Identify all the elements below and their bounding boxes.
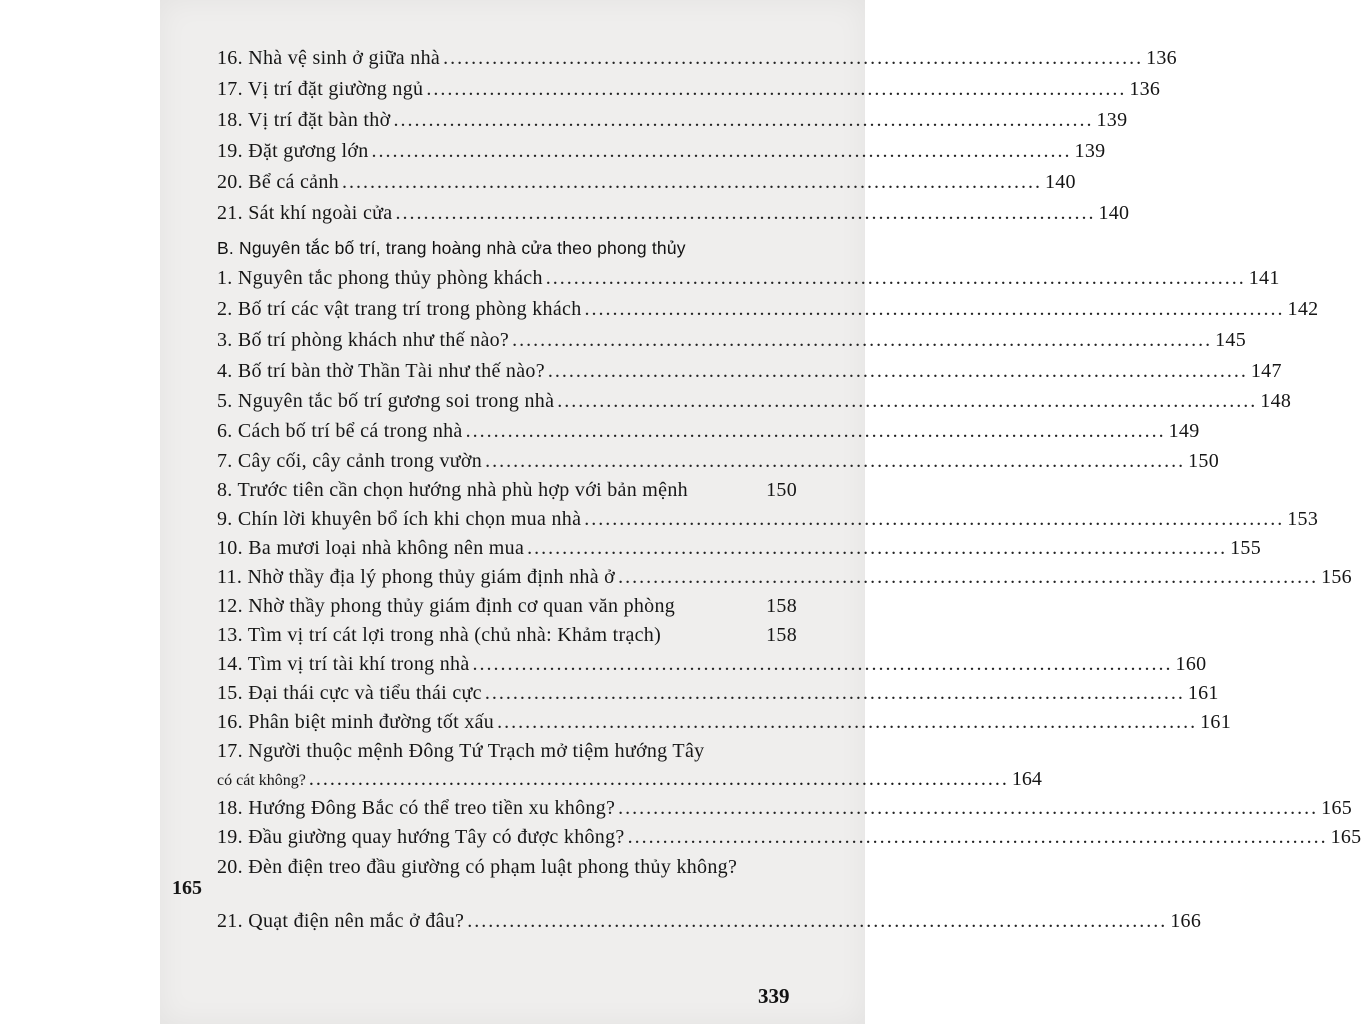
entry-title: 21. Sát khí ngoài cửa	[217, 202, 393, 224]
entry-title: 20. Đèn điện treo đầu giường có phạm luật phong thủy không?	[217, 856, 738, 878]
entry-page: 141	[1248, 267, 1280, 289]
entry-title: 19. Đặt gương lớn	[217, 140, 369, 162]
entry-title: 14. Tìm vị trí tài khí trong nhà	[217, 653, 470, 675]
leader-dots: ....................................................................................................	[467, 910, 1168, 932]
toc-entry	[217, 595, 797, 625]
entry-page: 149	[1168, 420, 1200, 442]
toc-entry	[217, 140, 1106, 170]
entry-title: 12. Nhờ thầy phong thủy giám định cơ quan văn phòng	[217, 595, 676, 617]
entry-page: 136	[1146, 47, 1177, 69]
entry-title: 11. Nhờ thầy địa lý phong thủy giám định nhà ở	[217, 566, 616, 588]
entry-title: 21. Quạt điện nên mắc ở đâu?	[217, 910, 465, 932]
leader-dots: ....................................................................................................	[484, 682, 1185, 704]
leader-dots: ....................................................................................................	[584, 508, 1285, 530]
entry-page: 147	[1250, 360, 1282, 382]
leader-dots: ....................................................................................................	[485, 450, 1186, 472]
toc-entry	[217, 682, 1219, 712]
leader-dots: ....................................................................................................	[527, 537, 1228, 559]
toc-entry	[217, 508, 1319, 538]
book-page	[160, 0, 1361, 1024]
toc-entry	[217, 78, 1161, 108]
entry-title: 5. Nguyên tắc bố trí gương soi trong nhà	[217, 390, 555, 412]
entry-title: 16. Phân biệt minh đường tốt xấu	[217, 711, 495, 733]
leader-dots: ....................................................................................................	[545, 267, 1246, 289]
toc-entry	[217, 202, 1130, 232]
entry-page: 161	[1200, 711, 1232, 733]
entry-page: 150	[766, 479, 797, 501]
leader-dots: ....................................................................................................	[393, 109, 1094, 131]
entry-title: 18. Vị trí đặt bàn thờ	[217, 109, 391, 131]
entry-title: 19. Đầu giường quay hướng Tây có được không?	[217, 826, 625, 848]
leader-dots: ....................................................................................................	[341, 171, 1042, 193]
entry-title: 7. Cây cối, cây cảnh trong vườn	[217, 450, 483, 472]
entry-page: 165	[1330, 826, 1361, 848]
leader-dots: ....................................................................................................	[497, 711, 1198, 733]
toc-entry	[217, 566, 1352, 596]
leader-dots: ....................................................................................................	[547, 360, 1248, 382]
entry-page: 156	[1321, 566, 1352, 588]
toc-entry	[217, 360, 1282, 390]
entry-page: 155	[1230, 537, 1262, 559]
entry-page: 140	[1098, 202, 1130, 224]
entry-title: 4. Bố trí bàn thờ Thần Tài như thế nào?	[217, 360, 545, 382]
entry-page: 158	[766, 595, 797, 617]
toc-entry	[217, 109, 1128, 139]
toc-entry	[217, 450, 1219, 480]
page-number: 339	[758, 984, 790, 1008]
toc-entry	[217, 479, 797, 509]
entry-page: 148	[1260, 390, 1292, 412]
leader-dots: ....................................................................................................	[395, 202, 1096, 224]
toc-entry	[217, 910, 1202, 940]
toc-entry	[217, 856, 797, 886]
entry-page: 145	[1215, 329, 1247, 351]
entry-page: 161	[1187, 682, 1219, 704]
leader-dots: ....................................................................................................	[618, 797, 1319, 819]
entry-page: 142	[1287, 298, 1319, 320]
entry-page: 136	[1129, 78, 1161, 100]
toc-entry	[217, 329, 1247, 359]
entry-title: 16. Nhà vệ sinh ở giữa nhà	[217, 47, 441, 69]
entry-title: 15. Đại thái cực và tiểu thái cực	[217, 682, 482, 704]
entry-page: 165	[1321, 797, 1353, 819]
toc-entry	[217, 267, 1280, 297]
toc-entry	[217, 47, 1177, 77]
entry-title: 13. Tìm vị trí cát lợi trong nhà (chủ nhà: Khảm trạch)	[217, 624, 662, 646]
toc-entry-continuation	[217, 768, 1042, 791]
leader-dots: ....................................................................................................	[584, 298, 1285, 320]
entry-title: 20. Bể cá cảnh	[217, 171, 339, 193]
toc-entry	[217, 171, 1076, 201]
leader-dots: ....................................................................................................	[512, 329, 1213, 351]
entry-page: 139	[1074, 140, 1106, 162]
leader-dots: ....................................................................................................	[371, 140, 1072, 162]
entry-page: 164	[1011, 768, 1042, 790]
leader-dots: ....................................................................................................	[465, 420, 1166, 442]
toc-entry-multiline	[217, 740, 797, 770]
toc-entry	[217, 537, 1262, 567]
entry-title: 8. Trước tiên cần chọn hướng nhà phù hợp với bản mệnh	[217, 479, 688, 501]
leader-dots: ....................................................................................................	[426, 78, 1127, 100]
entry-title: 9. Chín lời khuyên bổ ích khi chọn mua nhà	[217, 508, 582, 530]
toc-entry	[217, 298, 1319, 328]
entry-title: 6. Cách bố trí bể cá trong nhà	[217, 420, 463, 442]
leader-dots: ....................................................................................................	[618, 566, 1319, 588]
entry-title: 18. Hướng Đông Bắc có thể treo tiền xu không?	[217, 797, 616, 819]
toc-entry	[217, 711, 1232, 741]
toc-entry	[217, 420, 1200, 450]
entry-page: 153	[1287, 508, 1319, 530]
entry-title: 17. Vị trí đặt giường ngủ	[217, 78, 424, 100]
entry-page: 166	[1170, 910, 1202, 932]
entry-page: 160	[1175, 653, 1207, 675]
leader-dots: ....................................................................................................	[627, 826, 1328, 848]
entry-page: 158	[766, 624, 797, 646]
entry-title: 17. Người thuộc mệnh Đông Tứ Trạch mở tiệm hướng Tây	[217, 740, 705, 762]
leader-dots: ....................................................................................................	[308, 768, 1009, 790]
section-heading: B. Nguyên tắc bố trí, trang hoàng nhà cửa theo phong thủy	[217, 238, 686, 258]
toc-entry	[217, 653, 1207, 683]
toc-entry	[217, 797, 1353, 827]
entry-title: 2. Bố trí các vật trang trí trong phòng khách	[217, 298, 582, 320]
entry-page: 139	[1096, 109, 1128, 131]
entry-title: 10. Ba mươi loại nhà không nên mua	[217, 537, 525, 559]
entry-title: 1. Nguyên tắc phong thủy phòng khách	[217, 267, 543, 289]
leader-dots: ....................................................................................................	[443, 47, 1144, 69]
entry-page: 140	[1044, 171, 1076, 193]
entry-page: 150	[1188, 450, 1219, 472]
leader-dots: ....................................................................................................	[557, 390, 1258, 412]
leader-dots: ....................................................................................................	[472, 653, 1173, 675]
entry-title-continued: có cát không?	[217, 772, 306, 789]
toc-entry	[217, 624, 797, 654]
entry-title: 3. Bố trí phòng khách như thế nào?	[217, 329, 510, 351]
toc-entry	[217, 826, 1361, 856]
toc-entry	[217, 390, 1292, 420]
entry-page-wrapped: 165	[172, 877, 202, 899]
